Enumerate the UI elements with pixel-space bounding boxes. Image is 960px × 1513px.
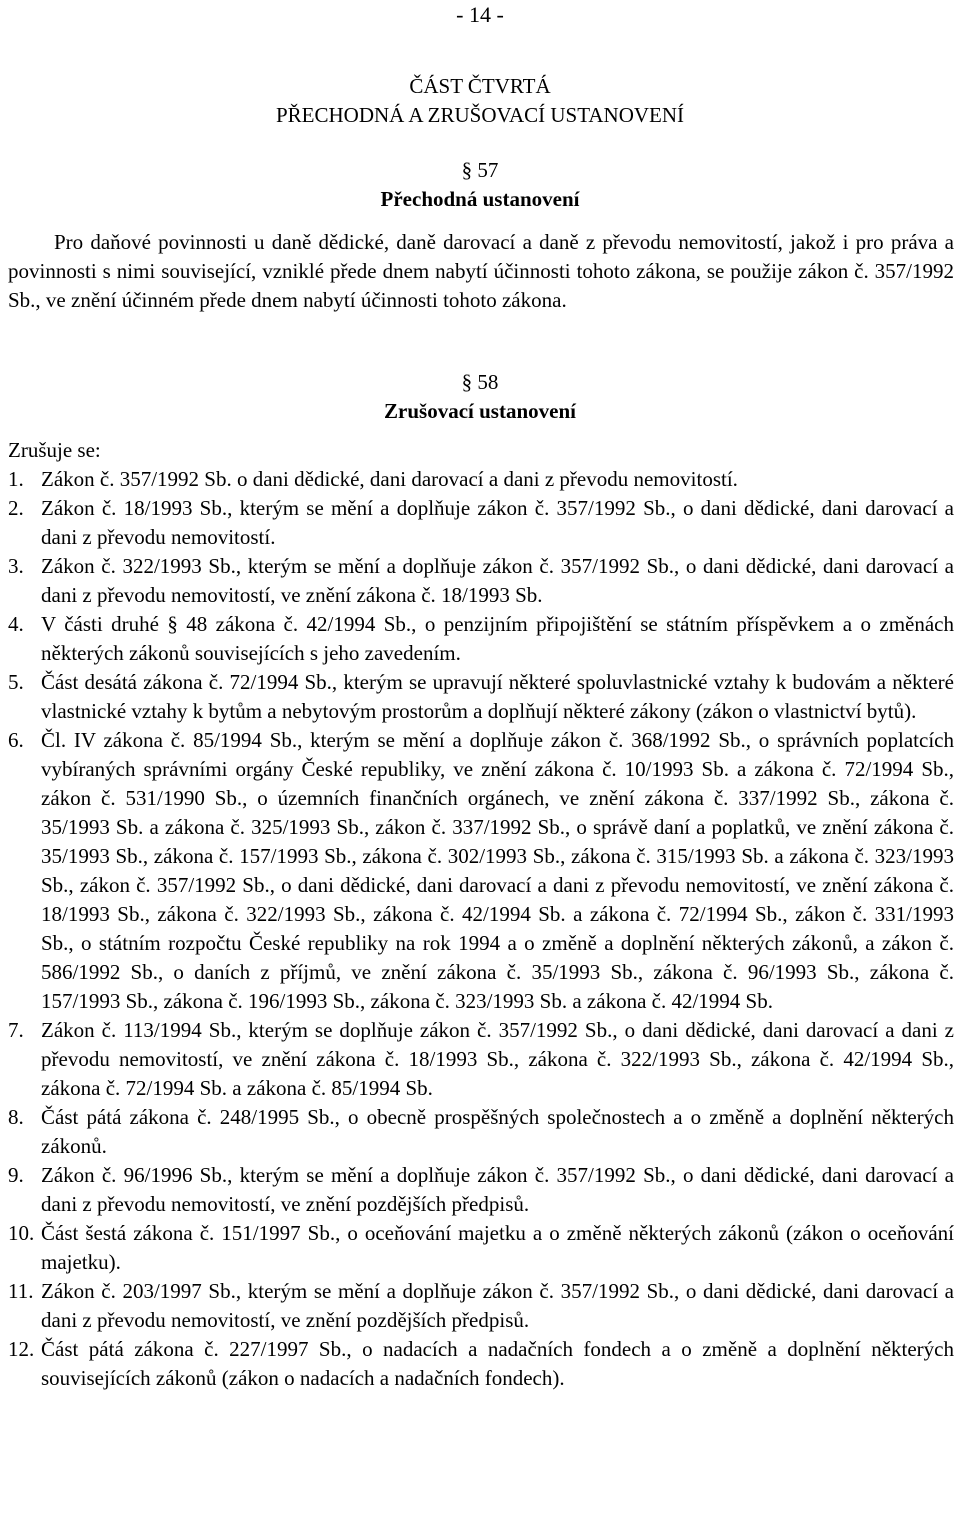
item-text: Zákon č. 96/1996 Sb., kterým se mění a doplňuje zákon č. 357/1992 Sb., o dani dědické, dani darovací a dani z převodu nemovitostí, ve znění pozdějších předpisů. bbox=[41, 1163, 954, 1216]
section-number: § 58 bbox=[461, 370, 499, 394]
list-item bbox=[8, 726, 954, 1016]
item-text: Zákon č. 113/1994 Sb., kterým se doplňuje zákon č. 357/1992 Sb., o dani dědické, dani darovací a dani z převodu nemovitostí, ve znění zákona č. 18/1993 Sb., zákona č. 322/1993 Sb., zákona č. 42/1994 Sb., zákona č. 72/1994 Sb. a zákona č. 85/1994 Sb. bbox=[41, 1018, 954, 1100]
item-text: Zákon č. 357/1992 Sb. o dani dědické, dani darovací a dani z převodu nemovitostí. bbox=[41, 467, 738, 491]
list-item bbox=[8, 1335, 954, 1393]
item-text: Část pátá zákona č. 248/1995 Sb., o obecně prospěšných společnostech a o změně a doplnění některých zákonů. bbox=[41, 1105, 954, 1158]
list-item bbox=[8, 610, 954, 668]
item-number: 2. bbox=[8, 496, 24, 520]
part-title: PŘECHODNÁ A ZRUŠOVACÍ USTANOVENÍ bbox=[275, 103, 685, 127]
part-header bbox=[0, 72, 960, 130]
list-item bbox=[8, 1103, 954, 1161]
item-number: 9. bbox=[8, 1163, 24, 1187]
item-number: 3. bbox=[8, 554, 24, 578]
repeal-lead: Zrušuje se: bbox=[8, 438, 101, 462]
part-heading: ČÁST ČTVRTÁ bbox=[409, 74, 551, 98]
item-number: 6. bbox=[8, 728, 24, 752]
item-number: 12. bbox=[8, 1337, 35, 1361]
page-number: - 14 - bbox=[456, 2, 504, 27]
item-number: 11. bbox=[8, 1279, 34, 1303]
list-item bbox=[8, 668, 954, 726]
section-57-header bbox=[0, 156, 960, 214]
list-item bbox=[8, 1161, 954, 1219]
item-text: Zákon č. 322/1993 Sb., kterým se mění a doplňuje zákon č. 357/1992 Sb., o dani dědické, dani darovací a dani z převodu nemovitostí, ve znění zákona č. 18/1993 Sb. bbox=[41, 554, 954, 607]
item-number: 8. bbox=[8, 1105, 24, 1129]
section-number: § 57 bbox=[461, 158, 499, 182]
item-number: 1. bbox=[8, 467, 24, 491]
section-58-header bbox=[0, 368, 960, 426]
section-title: Zrušovací ustanovení bbox=[384, 399, 576, 423]
list-item bbox=[8, 1016, 954, 1103]
list-item bbox=[8, 552, 954, 610]
item-text: Zákon č. 203/1997 Sb., kterým se mění a doplňuje zákon č. 357/1992 Sb., o dani dědické, dani darovací a dani z převodu nemovitostí, ve znění pozdějších předpisů. bbox=[41, 1279, 954, 1332]
section-57-text bbox=[8, 228, 954, 315]
item-number: 5. bbox=[8, 670, 24, 694]
item-number: 10. bbox=[8, 1221, 35, 1245]
repeal-list bbox=[8, 465, 954, 1393]
item-text: V části druhé § 48 zákona č. 42/1994 Sb., o penzijním připojištění se státním příspěvkem a o změnách některých zákonů souvisejících s jeho zavedením. bbox=[41, 612, 954, 665]
list-item bbox=[8, 1219, 954, 1277]
item-number: 4. bbox=[8, 612, 24, 636]
item-text: Část šestá zákona č. 151/1997 Sb., o oceňování majetku a o změně některých zákonů (zákon o oceňování majetku). bbox=[41, 1221, 954, 1274]
paragraph: Pro daňové povinnosti u daně dědické, daně darovací a daně z převodu nemovitostí, jakož i pro práva a povinnosti s nimi související, vzniklé přede dnem nabytí účinnosti tohoto zákona, se použije zákon č. 357/1992 Sb., ve znění účinném přede dnem nabytí účinnosti tohoto zákona. bbox=[8, 230, 954, 312]
item-text: Čl. IV zákona č. 85/1994 Sb., kterým se mění a doplňuje zákon č. 368/1992 Sb., o správních poplatcích vybíraných správními orgány České republiky, ve znění zákona č. 10/1993 Sb. a zákona č. 72/1994 Sb., zákon č. 531/1990 Sb., o územních finančních orgánech, ve znění zákona č. 337/1992 Sb., zákona č. 35/1993 Sb. a zákona č. 325/1993 Sb., zákon č. 337/1992 Sb., o správě daní a poplatků, ve znění zákona č. 35/1993 Sb., zákona č. 157/1993 Sb., zákona č. 302/1993 Sb., zákona č. 315/1993 Sb. a zákona č. 323/1993 Sb., zákon č. 357/1992 Sb., o dani dědické, dani darovací a dani z převodu nemovitostí, ve znění zákona č. 18/1993 Sb., zákona č. 322/1993 Sb., zákona č. 42/1994 Sb. a zákona č. 72/1994 Sb., zákon č. 331/1993 Sb., o státním rozpočtu České republiky na rok 1994 a o změně a doplnění některých zákonů, a zákon č. 586/1992 Sb., o daních z příjmů, ve znění zákona č. 35/1993 Sb., zákona č. 96/1993 Sb., zákona č. 157/1993 Sb., zákona č. 196/1993 Sb., zákona č. 323/1993 Sb. a zákona č. 42/1994 Sb. bbox=[41, 728, 954, 1013]
item-text: Část pátá zákona č. 227/1997 Sb., o nadacích a nadačních fondech a o změně a doplnění některých souvisejících zákonů (zákon o nadacích a nadačních fondech). bbox=[41, 1337, 954, 1390]
section-title: Přechodná ustanovení bbox=[380, 187, 580, 211]
list-item bbox=[8, 465, 954, 494]
item-text: Zákon č. 18/1993 Sb., kterým se mění a doplňuje zákon č. 357/1992 Sb., o dani dědické, dani darovací a dani z převodu nemovitostí. bbox=[41, 496, 954, 549]
item-number: 7. bbox=[8, 1018, 24, 1042]
list-item bbox=[8, 494, 954, 552]
item-text: Část desátá zákona č. 72/1994 Sb., kterým se upravují některé spoluvlastnické vztahy k budovám a některé vlastnické vztahy k bytům a nebytovým prostorům a doplňují některé zákony (zákon o vlastnictví bytů). bbox=[41, 670, 954, 723]
list-item bbox=[8, 1277, 954, 1335]
